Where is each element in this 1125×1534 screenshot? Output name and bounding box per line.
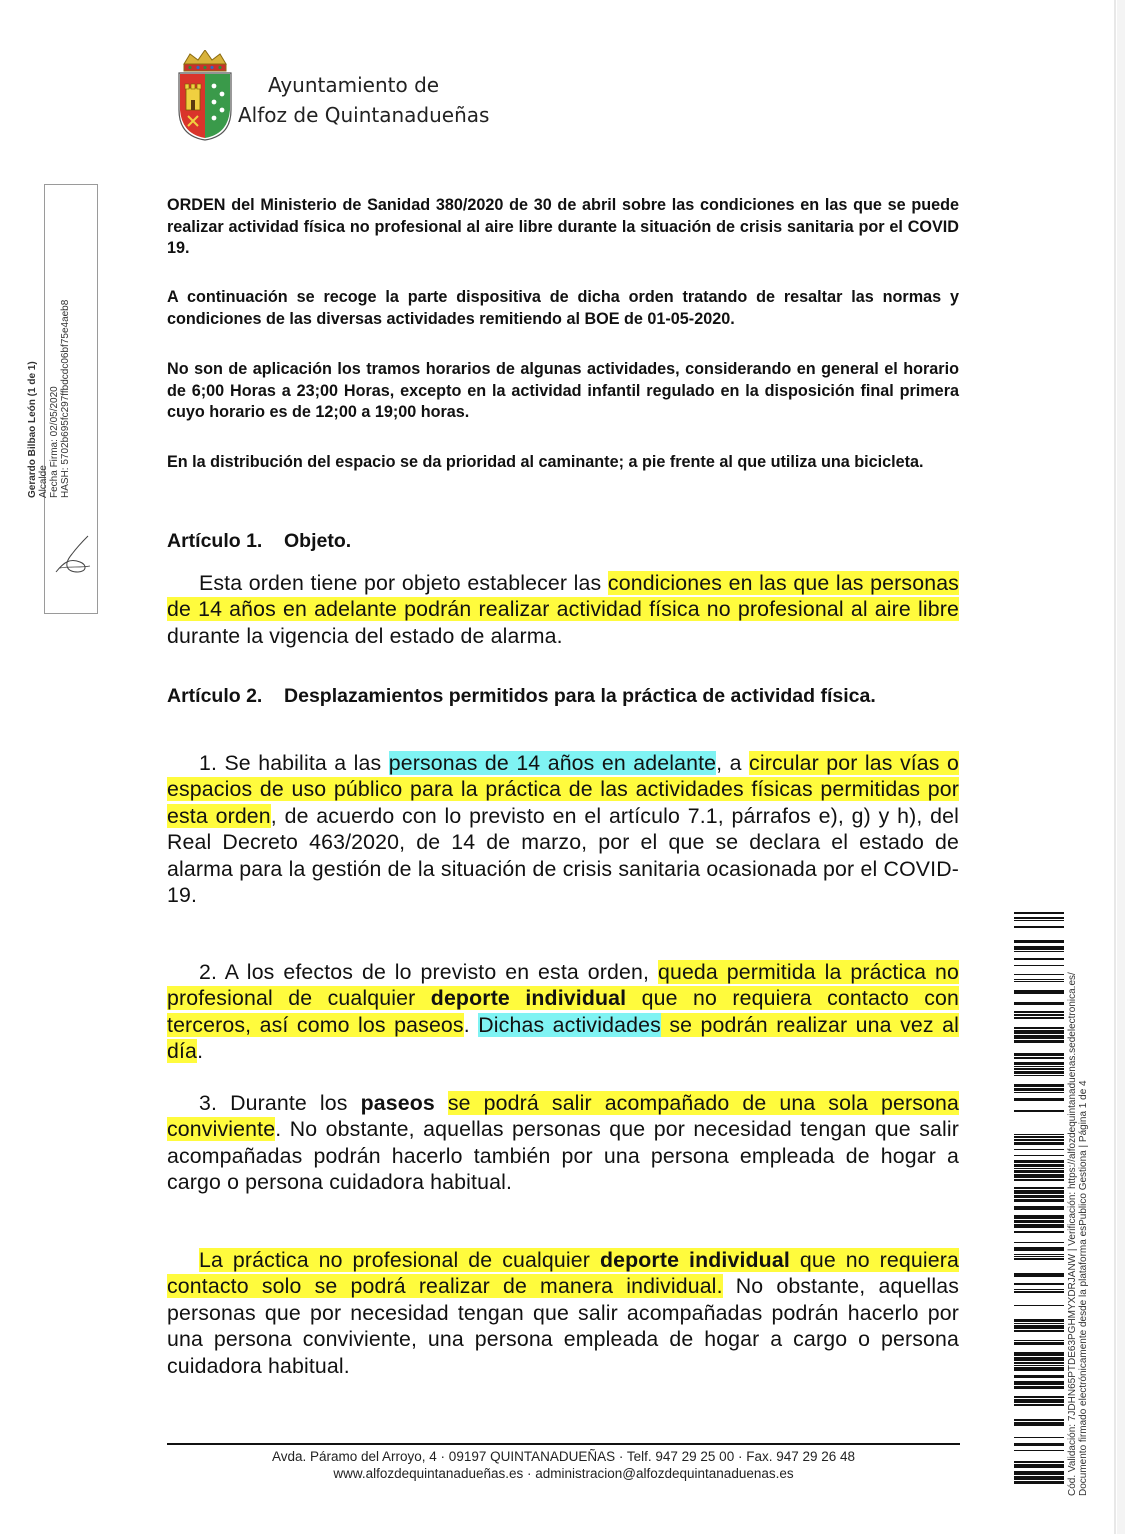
organization-name (238, 70, 538, 130)
footer-contact: www.alfozdequintanadueñas.es · administracion@alfozdequintanaduenas.es (333, 1465, 794, 1481)
highlight-yellow: que no requiera contacto solo se podrá realizar de manera individual. (167, 1248, 960, 1299)
article-1-heading: Artículo 1. Objeto. (167, 530, 352, 552)
page-edge-shadow (1117, 0, 1125, 1534)
text-run: Esta orden tiene por objeto establecer las (199, 571, 608, 595)
text-run (435, 1091, 448, 1115)
signer-name: Gerardo Bilbao León (1 de 1) (27, 361, 38, 498)
footer (167, 1449, 960, 1482)
text-run: 2. A los efectos de lo previsto en esta orden, (199, 960, 658, 984)
intro-paragraph-3: No son de aplicación los tramos horarios de algunas actividades, considerando en general el horario de 6;00 Horas a 23;00 Horas, excepto en la actividad infantil regulado en la disposición final primera cuyo horario es de 12;00 a 19;00 horas. (167, 360, 959, 422)
intro-paragraph-1: ORDEN del Ministerio de Sanidad 380/2020 de 30 de abril sobre las condiciones en las que se puede realizar actividad física no profesional al aire libre durante la situación de crisis sanitaria por el COVID 19. (167, 196, 959, 258)
article-2-paragraph-2 (167, 959, 959, 1065)
text-run: , de acuerdo con lo previsto en el artículo 7.1, párrafos e), g) y h), del Real Decreto 463/2020, de 14 de marzo, por el que se declara el estado de alarma para la gestión de la situación de crisis sanitaria ocasionada por el COVID-19. (167, 803, 959, 908)
highlight-yellow: condiciones en las que las personas de 14 años en adelante podrán realizar actividad física no profesional al aire libre (167, 571, 959, 622)
intro-paragraph-2: A continuación se recoge la parte dispositiva de dicha orden tratando de resaltar las normas y condiciones de las diversas actividades remitiendo al BOE de 01-05-2020. (167, 288, 959, 328)
footer-divider (167, 1443, 960, 1445)
article-2-paragraph-4 (167, 1247, 959, 1379)
org-name-line1: Ayuntamiento de (268, 73, 440, 97)
footer-address: Avda. Páramo del Arroyo, 4 · 09197 QUINTANADUEÑAS · Telf. 947 29 25 00 · Fax. 947 29 26 48 (271, 1449, 856, 1464)
article-2-heading: Artículo 2. Desplazamientos permitidos para la práctica de actividad física. (167, 685, 876, 707)
highlight-yellow: se podrá salir acompañado de una sola persona conviviente (167, 1091, 959, 1142)
text-run: durante la vigencia del estado de alarma. (167, 623, 563, 648)
text-run: No obstante, aquellas personas que por necesidad tengan que salir acompañadas podrán hacerlo por una persona conviviente, una persona empleada de hogar a cargo o persona cuidadora habitual. (167, 1274, 959, 1378)
text-run: . (197, 1039, 204, 1064)
signature-scribble-icon (50, 532, 94, 578)
highlight-cyan: personas de 14 años en adelante (388, 751, 717, 775)
text-run: , a (716, 751, 750, 775)
validation-code: Cód. Validación: 7JDHN65PTDE63PGHMYXDRJANW | Verificación: https://alfozdequintanaduenas.sedelectronica.es/ (1067, 972, 1078, 1496)
electronic-signature-note: Documento firmado electrónicamente desde la plataforma esPublico Gestiona | Página 1 de 4 (1078, 1080, 1089, 1496)
article-1-paragraph (167, 570, 959, 649)
highlight-bold: deporte individual (599, 1248, 790, 1272)
text-run: 1. Se habilita a las (199, 751, 389, 775)
highlight-yellow: se podrán realizar una vez al día (167, 1012, 959, 1064)
org-name-line2: Alfoz de Quintanadueñas (238, 103, 490, 127)
highlight-yellow: La práctica no profesional de cualquier (199, 1248, 600, 1272)
article-2-paragraph-3 (167, 1090, 959, 1196)
signature-hash: HASH: 5702b695fc297ffbdcdc06bf75e4aeb8 (60, 299, 71, 498)
highlight-cyan: Dichas actividades (478, 1012, 661, 1037)
text-run: 3. Durante los (199, 1091, 361, 1115)
validation-barcode (1014, 912, 1064, 1494)
coat-of-arms-logo (176, 50, 234, 142)
signature-date: Fecha Firma: 02/05/2020 (49, 386, 60, 498)
highlight-yellow: que no requiera contacto con terceros, así como los paseos (167, 986, 959, 1037)
intro-paragraph-4: En la distribución del espacio se da prioridad al caminante; a pie frente al que utiliza una bicicleta. (167, 453, 924, 471)
highlight-yellow: queda permitida la práctica no profesional de cualquier (167, 960, 959, 1011)
text-run: . (463, 1012, 479, 1037)
highlight-yellow: circular por las vías o espacios de uso público para la práctica de las actividades físicas permitidas por esta orden (167, 751, 959, 828)
page-edge (1114, 0, 1116, 1534)
bold-run: paseos (360, 1091, 435, 1115)
article-2-paragraph-1 (167, 750, 959, 908)
highlight-bold: deporte individual (430, 986, 627, 1011)
text-run: . No obstante, aquellas personas que por necesidad tengan que salir acompañadas podrán hacerlo también por una persona empleada de hogar a cargo o persona cuidadora habitual. (167, 1117, 959, 1195)
signer-role: Alcalde (38, 465, 49, 498)
